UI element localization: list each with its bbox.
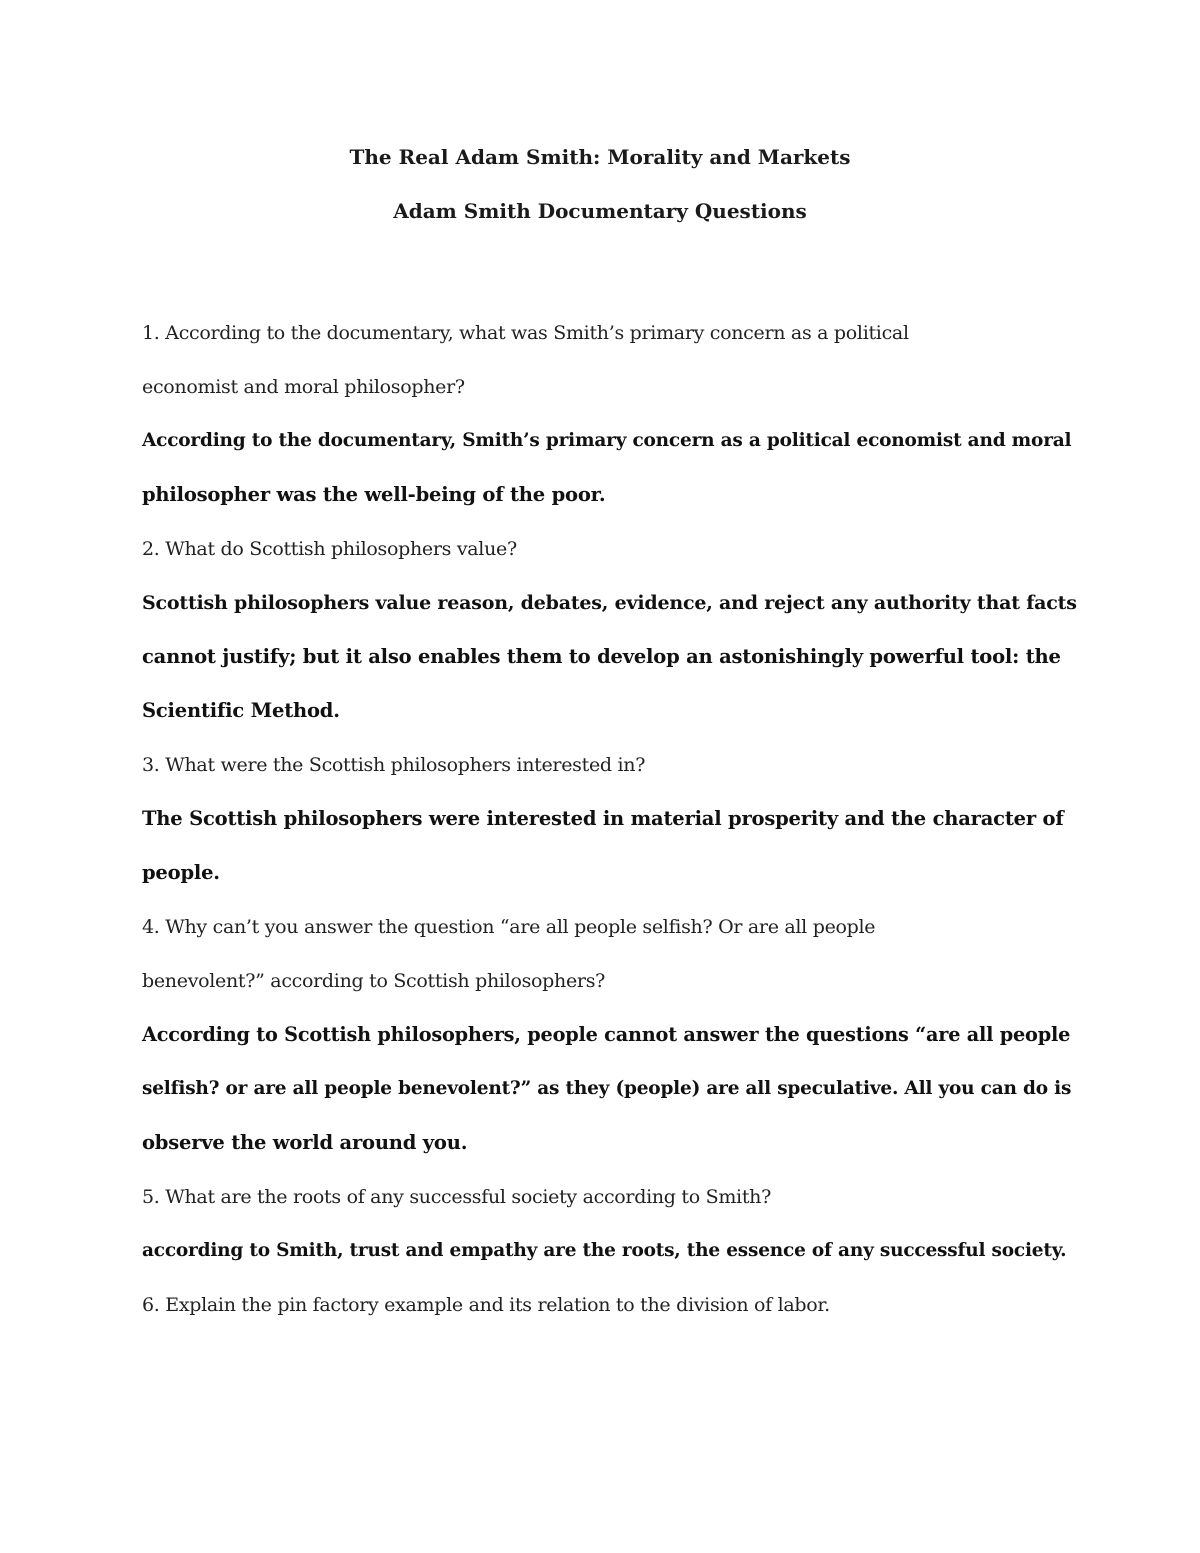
question-line: 5. What are the roots of any successful society according to Smith? <box>142 1186 771 1208</box>
question-line: economist and moral philosopher? <box>142 376 465 398</box>
answer-line: Scientific Method. <box>142 699 340 722</box>
answer-line: selfish? or are all people benevolent?” as they (people) are all speculative. All you can do is <box>142 1078 1072 1099</box>
question-answer-body <box>142 306 1077 1332</box>
question-line: benevolent?” according to Scottish philosophers? <box>142 970 606 992</box>
answer-line: Scottish philosophers value reason, debates, evidence, and reject any authority that facts <box>142 592 1077 614</box>
question-line: 4. Why can’t you answer the question “are all people selfish? Or are all people <box>142 916 876 938</box>
answer-line: According to Scottish philosophers, people cannot answer the questions “are all people <box>142 1023 1071 1046</box>
answer-line: According to the documentary, Smith’s primary concern as a political economist and moral <box>142 430 1072 451</box>
document-subtitle: Adam Smith Documentary Questions <box>393 199 807 223</box>
answer-line: cannot justify; but it also enables them to develop an astonishingly powerful tool: the <box>142 645 1061 668</box>
question-line: 2. What do Scottish philosophers value? <box>142 538 517 560</box>
answer-line: people. <box>142 861 220 884</box>
answer-line: observe the world around you. <box>142 1131 468 1154</box>
question-line: 3. What were the Scottish philosophers interested in? <box>142 754 646 776</box>
answer-line: The Scottish philosophers were interested in material prosperity and the character of <box>142 807 1064 830</box>
answer-line: philosopher was the well-being of the poor. <box>142 483 606 506</box>
answer-line: according to Smith, trust and empathy are the roots, the essence of any successful society. <box>142 1240 1067 1261</box>
question-line: 1. According to the documentary, what was Smith’s primary concern as a political <box>142 322 909 344</box>
question-line: 6. Explain the pin factory example and its relation to the division of labor. <box>142 1294 830 1316</box>
document-title: The Real Adam Smith: Morality and Markets <box>349 145 851 169</box>
